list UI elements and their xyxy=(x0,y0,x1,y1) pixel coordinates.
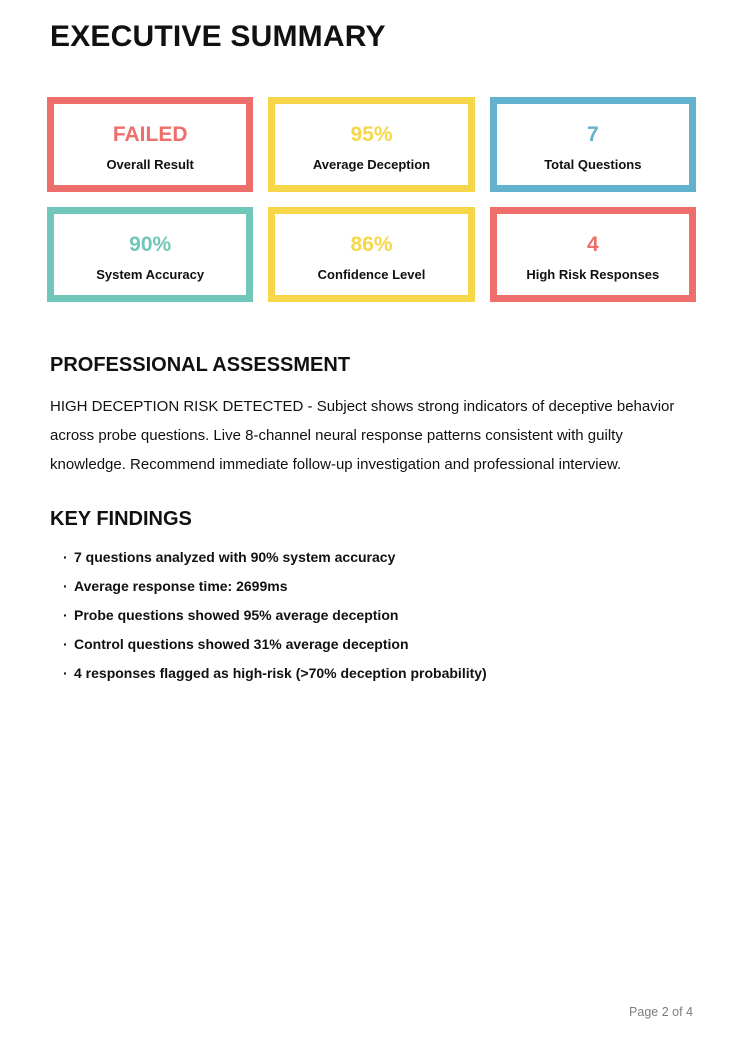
stat-card-total-questions xyxy=(490,97,696,192)
stat-card-average-deception xyxy=(268,97,474,192)
stat-card-system-accuracy xyxy=(47,207,253,302)
stat-value-high-risk-responses: 4 xyxy=(586,233,599,257)
stat-label-average-deception: Average Deception xyxy=(312,156,431,172)
stat-label-high-risk-responses: High Risk Responses xyxy=(526,266,660,282)
key-finding-item: · Average response time: 2699ms xyxy=(63,572,696,601)
professional-assessment-text: HIGH DECEPTION RISK DETECTED - Subject shows strong indicators of deceptive behavior across probe questions. Live 8-channel neural response patterns consistent with guilty knowledge. Recommend immediate follow-up investigation and professional interview. xyxy=(50,398,675,473)
stat-card-confidence-level xyxy=(268,207,474,302)
key-findings-heading: KEY FINDINGS xyxy=(50,508,192,530)
stat-label-system-accuracy: System Accuracy xyxy=(96,266,205,282)
stat-value-overall-result: FAILED xyxy=(112,123,188,147)
stat-label-overall-result: Overall Result xyxy=(106,156,194,172)
stat-value-system-accuracy: 90% xyxy=(129,233,172,257)
key-finding-item: · 7 questions analyzed with 90% system accuracy xyxy=(63,543,696,572)
stat-value-confidence-level: 86% xyxy=(350,233,393,257)
stat-label-confidence-level: Confidence Level xyxy=(317,266,426,282)
stat-card-overall-result xyxy=(47,97,253,192)
stat-label-total-questions: Total Questions xyxy=(544,156,642,172)
page-number: Page 2 of 4 xyxy=(629,1005,693,1019)
key-finding-item: · Control questions showed 31% average deception xyxy=(63,630,696,659)
stat-value-average-deception: 95% xyxy=(350,123,393,147)
key-finding-item: · 4 responses flagged as high-risk (>70% deception probability) xyxy=(63,659,696,688)
stat-value-total-questions: 7 xyxy=(586,123,599,147)
page-title: EXECUTIVE SUMMARY xyxy=(50,20,386,53)
summary-cards-grid xyxy=(47,97,696,302)
professional-assessment-heading: PROFESSIONAL ASSESSMENT xyxy=(50,354,351,376)
key-finding-item: · Probe questions showed 95% average deception xyxy=(63,601,696,630)
stat-card-high-risk-responses xyxy=(490,207,696,302)
key-findings-list xyxy=(63,543,696,688)
